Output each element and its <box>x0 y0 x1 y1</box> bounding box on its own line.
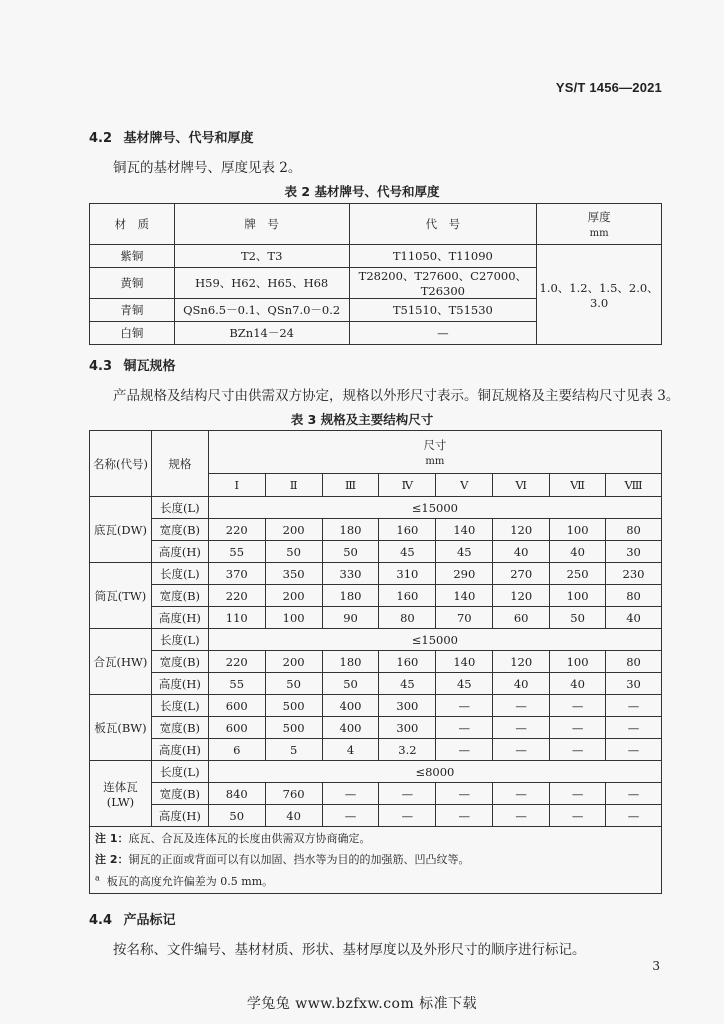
cell-value: 220 <box>208 651 265 673</box>
cell-grade: QSn6.5－0.1、QSn7.0－0.2 <box>174 299 349 322</box>
section-4-2-heading <box>89 127 254 146</box>
cell-value: 120 <box>493 585 550 607</box>
cell-value: 30 <box>606 541 662 563</box>
cell-value: 100 <box>550 519 606 541</box>
cell-value: 290 <box>436 563 493 585</box>
cell-value: 500 <box>265 695 322 717</box>
table-row <box>90 519 662 541</box>
column-header: Ⅳ <box>379 474 436 497</box>
cell-value: 4 <box>322 739 379 761</box>
header-size <box>208 431 661 474</box>
section-title: 产品标记 <box>123 913 176 928</box>
cell-value: 600 <box>208 695 265 717</box>
table-2-caption: 表 2 基材牌号、代号和厚度 <box>284 184 440 199</box>
cell-material: 黄铜 <box>90 268 175 299</box>
cell-spec: 长度(L) <box>151 497 208 519</box>
section-number: 4.2 <box>89 131 113 146</box>
cell-product-name: 底瓦(DW) <box>90 497 152 563</box>
cell-value: 180 <box>322 519 379 541</box>
cell-product-name: 筒瓦(TW) <box>90 563 152 629</box>
column-header: Ⅲ <box>322 474 379 497</box>
cell-value: 310 <box>379 563 436 585</box>
cell-value: 330 <box>322 563 379 585</box>
table-row <box>90 585 662 607</box>
cell-grade: BZn14－24 <box>174 322 349 345</box>
table-footnote <box>90 869 662 894</box>
column-header: Ⅶ <box>550 474 606 497</box>
table-3-header-row <box>90 431 662 474</box>
cell-value: 60 <box>493 607 550 629</box>
cell-spec: 高度(H) <box>151 739 208 761</box>
cell-value: — <box>550 805 606 827</box>
cell-value: 45 <box>379 673 436 695</box>
cell-value: 80 <box>606 585 662 607</box>
footnote-text: 板瓦的高度允许偏差为 0.5 mm。 <box>106 875 274 888</box>
cell-value: 40 <box>493 673 550 695</box>
cell-material: 白铜 <box>90 322 175 345</box>
cell-value: — <box>436 739 493 761</box>
table-note-row <box>90 848 662 869</box>
standard-code: YS/T 1456—2021 <box>555 80 662 95</box>
cell-value: 220 <box>208 519 265 541</box>
table-row <box>90 245 662 268</box>
cell-spec: 高度(H) <box>151 805 208 827</box>
cell-value: 400 <box>322 695 379 717</box>
table-row <box>90 761 662 783</box>
column-header: Ⅴ <box>436 474 493 497</box>
cell-value: 160 <box>379 651 436 673</box>
cell-value: 55 <box>208 541 265 563</box>
cell-spec: 宽度(B) <box>151 717 208 739</box>
cell-value: 80 <box>606 651 662 673</box>
cell-value: 30 <box>606 673 662 695</box>
table-row <box>90 695 662 717</box>
cell-value: — <box>322 805 379 827</box>
cell-value: — <box>493 783 550 805</box>
cell-value: 45 <box>436 673 493 695</box>
cell-spec: 宽度(B) <box>151 585 208 607</box>
cell-value: 600 <box>208 717 265 739</box>
cell-value: — <box>550 739 606 761</box>
cell-value: — <box>436 695 493 717</box>
cell-value: 230 <box>606 563 662 585</box>
cell-value: 370 <box>208 563 265 585</box>
cell-value: 100 <box>550 585 606 607</box>
cell-code: — <box>349 322 537 345</box>
header-grade: 牌 号 <box>174 204 349 245</box>
cell-value: — <box>606 717 662 739</box>
cell-code: T28200、T27600、C27000、T26300 <box>349 268 537 299</box>
cell-merged-value: ≤15000 <box>208 629 661 651</box>
cell-value: 40 <box>493 541 550 563</box>
cell-value: 200 <box>265 651 322 673</box>
cell-product-name: 板瓦(BW) <box>90 695 152 761</box>
cell-value: 220 <box>208 585 265 607</box>
cell-value: 40 <box>606 607 662 629</box>
cell-value: 55 <box>208 673 265 695</box>
cell-value: 200 <box>265 585 322 607</box>
table-3 <box>89 430 662 894</box>
cell-value: — <box>550 695 606 717</box>
section-4-4-intro: 按名称、文件编号、基材材质、形状、基材厚度以及外形尺寸的顺序进行标记。 <box>113 942 586 958</box>
cell-spec: 高度(H) <box>151 607 208 629</box>
table-row <box>90 805 662 827</box>
table-row <box>90 783 662 805</box>
cell-material: 青铜 <box>90 299 175 322</box>
header-code: 代 号 <box>349 204 537 245</box>
cell-value: 45 <box>379 541 436 563</box>
header-thickness-unit: mm <box>589 228 609 239</box>
table-note <box>90 827 662 849</box>
table-2 <box>89 203 662 345</box>
cell-spec: 宽度(B) <box>151 783 208 805</box>
table-footnote-row <box>90 869 662 894</box>
cell-grade: H59、H62、H65、H68 <box>174 268 349 299</box>
cell-value: 50 <box>265 541 322 563</box>
note-label: 注 2： <box>95 852 129 866</box>
cell-product-name: 连体瓦(LW) <box>90 761 152 827</box>
cell-value: — <box>493 739 550 761</box>
cell-value: 760 <box>265 783 322 805</box>
table-row <box>90 739 662 761</box>
table-row <box>90 629 662 651</box>
cell-spec: 长度(L) <box>151 629 208 651</box>
table-row <box>90 651 662 673</box>
table-row <box>90 497 662 519</box>
header-material: 材 质 <box>90 204 175 245</box>
cell-value: — <box>606 739 662 761</box>
cell-value: — <box>493 695 550 717</box>
cell-value: 100 <box>265 607 322 629</box>
cell-spec: 长度(L) <box>151 761 208 783</box>
cell-value: 50 <box>550 607 606 629</box>
footnote-mark: a <box>95 873 100 883</box>
cell-value: 180 <box>322 651 379 673</box>
header-spec: 规格 <box>151 431 208 497</box>
cell-thickness-values: 1.0、1.2、1.5、2.0、3.0 <box>537 245 662 345</box>
table-row <box>90 563 662 585</box>
cell-value: 40 <box>550 541 606 563</box>
table-3-body <box>90 497 662 827</box>
cell-value: — <box>379 783 436 805</box>
column-header: Ⅷ <box>606 474 662 497</box>
cell-value: 160 <box>379 519 436 541</box>
cell-value: 45 <box>436 541 493 563</box>
cell-value: 40 <box>550 673 606 695</box>
cell-value: 120 <box>493 519 550 541</box>
cell-value: 110 <box>208 607 265 629</box>
cell-spec: 高度(H) <box>151 541 208 563</box>
cell-value: 3.2 <box>379 739 436 761</box>
header-name: 名称(代号) <box>90 431 152 497</box>
section-4-4-heading <box>89 909 176 928</box>
cell-value: 50 <box>322 673 379 695</box>
cell-value: 6 <box>208 739 265 761</box>
watermark: 学兔兔 www.bzfxw.com 标准下载 <box>246 996 478 1012</box>
cell-spec: 长度(L) <box>151 563 208 585</box>
cell-material: 紫铜 <box>90 245 175 268</box>
section-title: 铜瓦规格 <box>123 359 176 374</box>
header-size-label: 尺寸 <box>423 438 447 452</box>
cell-value: 50 <box>265 673 322 695</box>
cell-value: — <box>436 805 493 827</box>
cell-value: 5 <box>265 739 322 761</box>
cell-value: 80 <box>379 607 436 629</box>
cell-value: 100 <box>550 651 606 673</box>
header-size-unit: mm <box>425 456 445 467</box>
cell-value: 70 <box>436 607 493 629</box>
cell-value: 250 <box>550 563 606 585</box>
cell-value: — <box>322 783 379 805</box>
header-thickness <box>537 204 662 245</box>
table-row <box>90 541 662 563</box>
table-3-caption: 表 3 规格及主要结构尺寸 <box>290 412 434 427</box>
section-title: 基材牌号、代号和厚度 <box>123 131 254 146</box>
cell-value: 300 <box>379 695 436 717</box>
section-number: 4.3 <box>89 359 113 374</box>
cell-value: 350 <box>265 563 322 585</box>
cell-value: — <box>606 695 662 717</box>
table-note <box>90 848 662 869</box>
cell-merged-value: ≤15000 <box>208 497 661 519</box>
column-header: Ⅵ <box>493 474 550 497</box>
cell-value: — <box>606 783 662 805</box>
column-header: Ⅰ <box>208 474 265 497</box>
page-number: 3 <box>652 959 660 973</box>
cell-value: 840 <box>208 783 265 805</box>
cell-value: — <box>606 805 662 827</box>
section-4-3-intro: 产品规格及结构尺寸由供需双方协定，规格以外形尺寸表示。铜瓦规格及主要结构尺寸见表 3。 <box>113 388 680 404</box>
cell-value: — <box>493 717 550 739</box>
cell-spec: 宽度(B) <box>151 651 208 673</box>
cell-merged-value: ≤8000 <box>208 761 661 783</box>
cell-value: — <box>550 783 606 805</box>
note-text: 铜瓦的正面或背面可以有以加固、挡水等为目的的加强筋、凹凸纹等。 <box>128 852 470 866</box>
cell-value: 90 <box>322 607 379 629</box>
cell-value: 50 <box>208 805 265 827</box>
cell-spec: 宽度(B) <box>151 519 208 541</box>
cell-value: 120 <box>493 651 550 673</box>
cell-value: 160 <box>379 585 436 607</box>
cell-code: T11050、T11090 <box>349 245 537 268</box>
table-row <box>90 673 662 695</box>
cell-value: 140 <box>436 651 493 673</box>
cell-code: T51510、T51530 <box>349 299 537 322</box>
section-number: 4.4 <box>89 913 113 928</box>
table-2-header-row <box>90 204 662 245</box>
cell-value: — <box>436 717 493 739</box>
cell-value: 270 <box>493 563 550 585</box>
cell-spec: 长度(L) <box>151 695 208 717</box>
section-4-3-heading <box>89 355 176 374</box>
cell-value: 80 <box>606 519 662 541</box>
cell-value: 140 <box>436 585 493 607</box>
cell-value: 40 <box>265 805 322 827</box>
table-row <box>90 717 662 739</box>
cell-value: — <box>379 805 436 827</box>
note-text: 底瓦、合瓦及连体瓦的长度由供需双方协商确定。 <box>128 831 371 845</box>
cell-value: 300 <box>379 717 436 739</box>
section-4-2-intro: 铜瓦的基材牌号、厚度见表 2。 <box>113 160 302 176</box>
cell-value: 140 <box>436 519 493 541</box>
cell-grade: T2、T3 <box>174 245 349 268</box>
cell-product-name: 合瓦(HW) <box>90 629 152 695</box>
table-note-row <box>90 827 662 849</box>
cell-value: 400 <box>322 717 379 739</box>
cell-value: 200 <box>265 519 322 541</box>
column-header: Ⅱ <box>265 474 322 497</box>
cell-spec: 高度(H) <box>151 673 208 695</box>
cell-value: 500 <box>265 717 322 739</box>
cell-value: — <box>550 717 606 739</box>
note-label: 注 1： <box>95 831 129 845</box>
table-row <box>90 607 662 629</box>
cell-value: — <box>436 783 493 805</box>
cell-value: — <box>493 805 550 827</box>
cell-value: 180 <box>322 585 379 607</box>
cell-value: 50 <box>322 541 379 563</box>
header-thickness-label: 厚度 <box>587 210 611 224</box>
